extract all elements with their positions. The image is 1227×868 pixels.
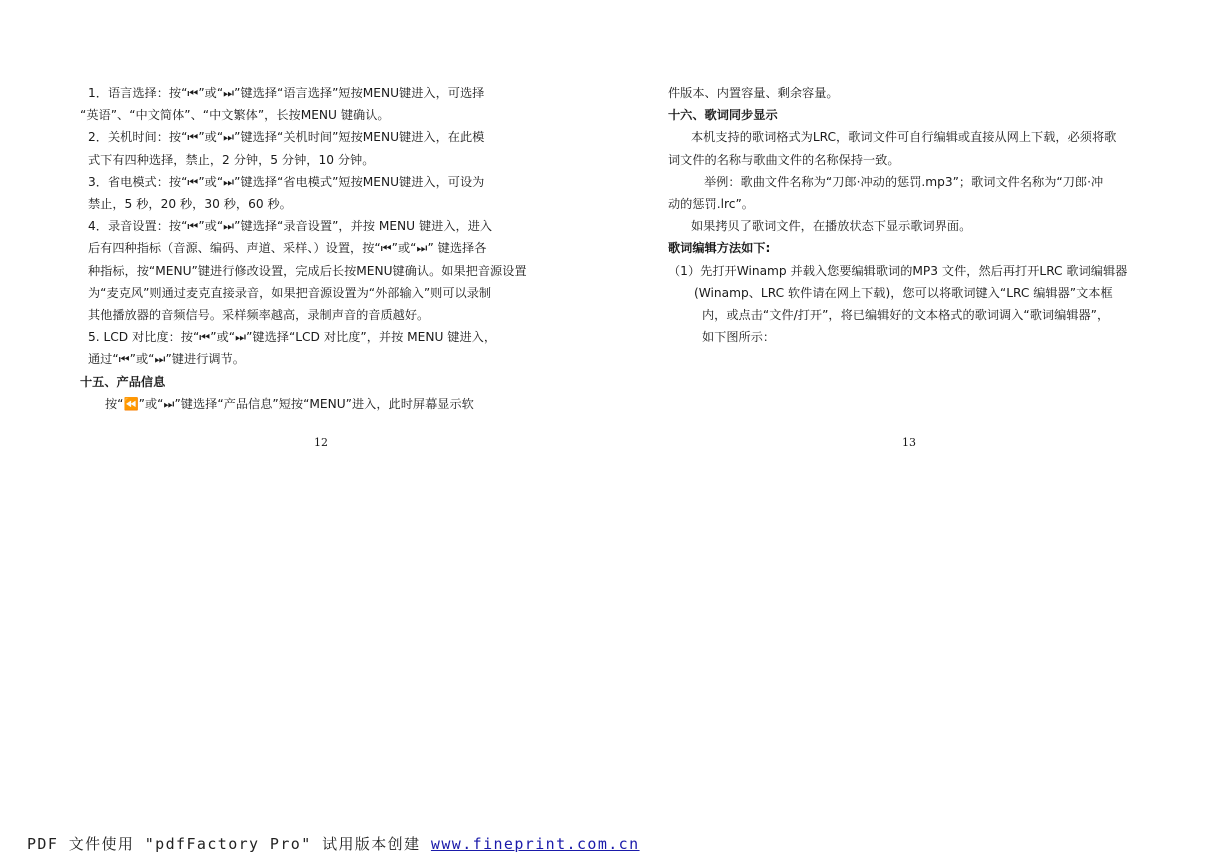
section-heading: 十五、产品信息 <box>80 374 166 389</box>
watermark-footer <box>27 833 640 854</box>
paragraph-line: 禁止，5 秒，20 秒，30 秒，60 秒。 <box>88 197 292 212</box>
right-page-text <box>668 82 1150 348</box>
paragraph-line: 本机支持的歌词格式为LRC，歌词文件可自行编辑或直接从网上下载，必须将歌 <box>691 130 1117 145</box>
paragraph-line: 如果拷贝了歌词文件，在播放状态下显示歌词界面。 <box>691 219 972 234</box>
paragraph-line: 举例：歌曲文件名称为“刀郎·冲动的惩罚.mp3”；歌词文件名称为“刀郎·冲 <box>704 174 1104 189</box>
paragraph-line: （1）先打开Winamp 并载入您要编辑歌词的MP3 文件，然后再打开LRC 歌词编辑器 <box>668 263 1128 278</box>
paragraph-line: 1．语言选择：按“⏮”或“⏭”键选择“语言选择”短按MENU键进入，可选择 <box>88 86 485 100</box>
paragraph-line: 按“⏪”或“⏭”键选择“产品信息”短按“MENU”进入，此时屏幕显示软 <box>105 396 474 411</box>
paragraph-line: 词文件的名称与歌曲文件的名称保持一致。 <box>668 152 900 167</box>
subheading: 歌词编辑方法如下: <box>668 241 771 256</box>
paragraph-line: 其他播放器的音频信号。采样频率越高，录制声音的音质越好。 <box>88 308 430 323</box>
left-page-text <box>80 82 562 415</box>
paragraph-line: 5. LCD 对比度：按“⏮”或“⏭”键选择“LCD 对比度”，并按 MENU 键进入， <box>88 330 497 345</box>
page-number-right: 13 <box>902 436 916 449</box>
paragraph-line: 如下图所示： <box>702 330 776 345</box>
page-number-left: 12 <box>314 436 328 449</box>
paragraph-line: 通过“⏮”或“⏭”键进行调节。 <box>88 352 245 367</box>
paragraph-line: 式下有四种选择，禁止，2 分钟，5 分钟，10 分钟。 <box>88 152 375 167</box>
paragraph-line: 4．录音设置：按“⏮”或“⏭”键选择“录音设置”，并按 MENU 键进入，进入 <box>88 219 493 234</box>
paragraph-line: 动的惩罚.lrc”。 <box>668 197 754 212</box>
paragraph-line: “英语”、“中文简体”、“中文繁体”，长按MENU 键确认。 <box>80 108 390 123</box>
paragraph-line: 种指标，按“MENU”键进行修改设置，完成后长按MENU键确认。如果把音源设置 <box>88 263 527 278</box>
paragraph-line: 2．关机时间：按“⏮”或“⏭”键选择“关机时间”短按MENU键进入，在此模 <box>88 130 485 145</box>
paragraph-line: 内，或点击“文件/打开”，将已编辑好的文本格式的歌词调入“歌词编辑器”， <box>702 308 1110 323</box>
section-heading: 十六、歌词同步显示 <box>668 108 778 123</box>
paragraph-line: 为“麦克风”则通过麦克直接录音，如果把音源设置为“外部输入”则可以录制 <box>88 285 492 300</box>
footer-link[interactable]: www.fineprint.com.cn <box>430 835 640 853</box>
footer-text: PDF 文件使用 "pdfFactory Pro" 试用版本创建 <box>27 835 431 853</box>
paragraph-line: 后有四种指标（音源、编码、声道、采样、）设置，按“⏮”或“⏭” 键选择各 <box>88 241 487 256</box>
paragraph-line: 3．省电模式：按“⏮”或“⏭”键选择“省电模式”短按MENU键进入，可设为 <box>88 174 485 189</box>
paragraph-line: (Winamp、LRC 软件请在网上下载)，您可以将歌词键入“LRC 编辑器”文本框 <box>694 285 1113 300</box>
paragraph-line: 件版本、内置容量、剩余容量。 <box>668 86 839 100</box>
